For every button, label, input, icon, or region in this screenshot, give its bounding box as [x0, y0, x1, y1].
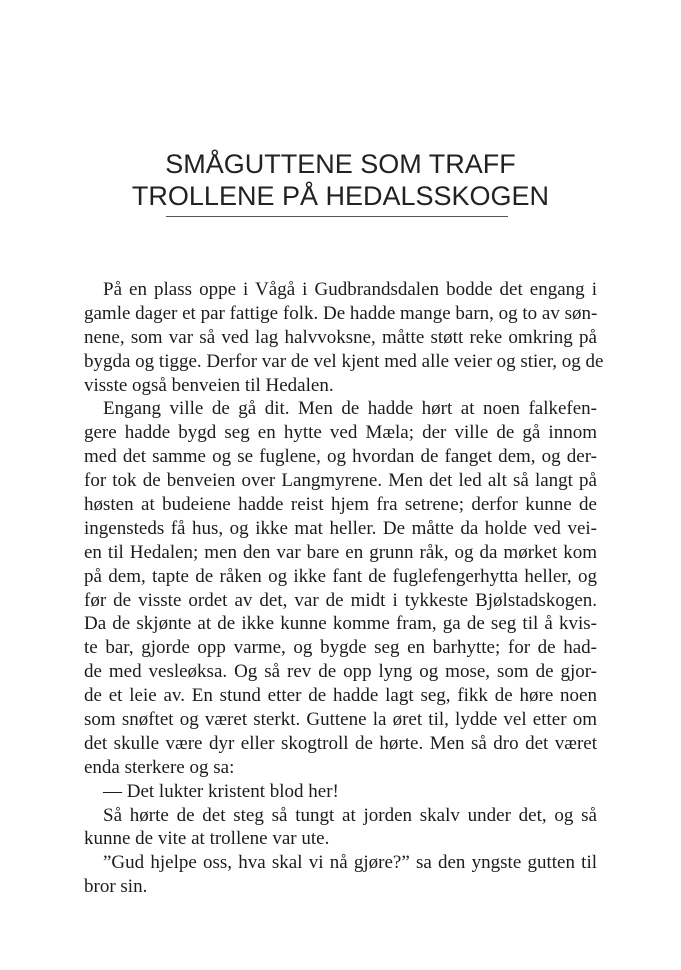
text-line: høsten at budeiene hadde reist hjem fra setrene; derfor kunne de — [84, 494, 597, 516]
text-line: enda sterkere og sa: — [84, 756, 235, 778]
text-line: på dem, tapte de råken og ikke fant de fuglefengerhytta heller, og — [84, 565, 597, 587]
text-line: før de visste ordet av det, var de midt i tykkeste Bjølstadskogen. — [84, 589, 597, 611]
text-line: for tok de benveien over Langmyrene. Men det led alt så langt på — [84, 470, 597, 492]
text-line: — Det lukter kristent blod her! — [103, 780, 339, 802]
text-line: Engang ville de gå dit. Men de hadde hørt at noen falkefen- — [103, 398, 597, 420]
chapter-title — [0, 148, 681, 212]
text-line: gamle dager et par fattige folk. De hadde mange barn, og to av søn- — [84, 302, 598, 324]
text-line: ingensteds få hus, og ikke mat heller. De måtte da holde ved vei- — [84, 517, 597, 539]
text-line: te bar, gjorde opp varme, og bygde seg en barhytte; for de had- — [84, 637, 597, 659]
text-line: de et leie av. En stund etter de hadde lagt seg, fikk de høre noen — [84, 685, 597, 707]
text-line: nene, som var så ved lag halvvoksne, måtte støtt reke omkring på — [84, 326, 597, 348]
story-text — [84, 278, 604, 899]
text-line: det skulle være dyr eller skogtroll de hørte. Men så dro det været — [84, 732, 597, 754]
chapter-title-line-2: TROLLENE PÅ HEDALSSKOGEN — [131, 181, 550, 211]
text-line: de med vesleøksa. Og så rev de opp lyng og mose, som de gjor- — [84, 661, 597, 683]
title-underline — [166, 216, 508, 217]
chapter-title-line-1: SMÅGUTTENE SOM TRAFF — [165, 149, 516, 179]
text-line: ”Gud hjelpe oss, hva skal vi nå gjøre?” sa den yngste gutten til — [103, 852, 597, 874]
text-line: bygda og tigge. Derfor var de vel kjent med alle veier og stier, og de — [84, 350, 604, 372]
text-line: Så hørte de det steg så tungt at jorden skalv under det, og så — [103, 804, 597, 826]
text-line: kunne de vite at trollene var ute. — [84, 828, 330, 850]
text-line: Da de skjønte at de ikke kunne komme fram, ga de seg til å kvis- — [84, 613, 597, 635]
text-line: en til Hedalen; men den var bare en grunn råk, og da mørket kom — [84, 541, 597, 563]
text-line: som snøftet og været sterkt. Guttene la øret til, lydde vel etter om — [84, 709, 597, 731]
text-line: med det samme og se fuglene, og hvordan de fanget dem, og der- — [84, 446, 597, 468]
text-line: På en plass oppe i Vågå i Gudbrandsdalen bodde det engang i — [103, 279, 597, 300]
text-line: bror sin. — [84, 876, 148, 898]
text-line: visste også benveien til Hedalen. — [84, 374, 334, 396]
text-line: gere hadde bygd seg en hytte ved Mæla; der ville de gå innom — [84, 422, 597, 444]
